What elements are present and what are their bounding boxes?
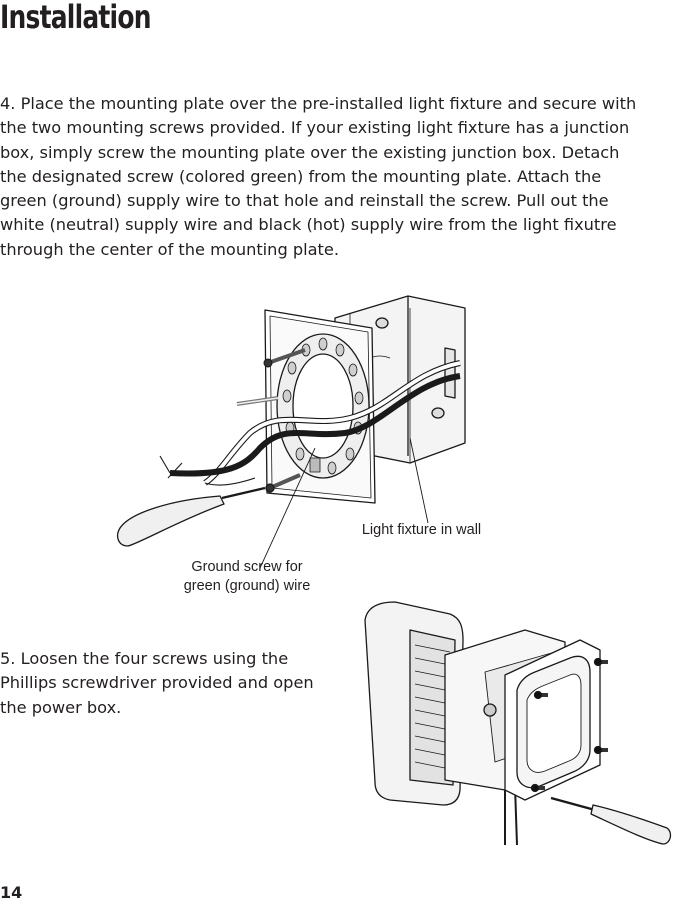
page-title: Installation [0,0,151,36]
callout-ground-screw [162,558,332,596]
step-4-instructions: 4. Place the mounting plate over the pre-installed light fixture and secure with the two mounting screws provided. If your existing light fixture has a junction box, simply screw the mounting plate over the existing junction box. Detach the designated screw (colored green) from the mounting plate. Attach the green (ground) supply wire to that hole and reinstall the screw. Pull out the white (neutral) supply wire and black (hot) supply wire from the light fixutre through the center of the mounting plate. [0,94,637,259]
callout-light-fixture: Light fixture in wall [361,522,482,538]
step-5-instructions: 5. Loosen the four screws using the Phillips screwdriver provided and open the power box. [0,649,314,717]
screwdriver [118,488,265,546]
power-box-illustration [355,600,673,850]
phillips-screwdriver [551,798,670,844]
callout-ground-screw-line2: green (ground) wire [183,578,311,594]
mounting-plate [265,310,375,503]
callout-ground-screw-line1: Ground screw for [191,559,303,575]
cover-screw-1 [595,659,609,666]
cover-screw-3 [595,747,609,754]
page-number: 14 [0,883,23,902]
